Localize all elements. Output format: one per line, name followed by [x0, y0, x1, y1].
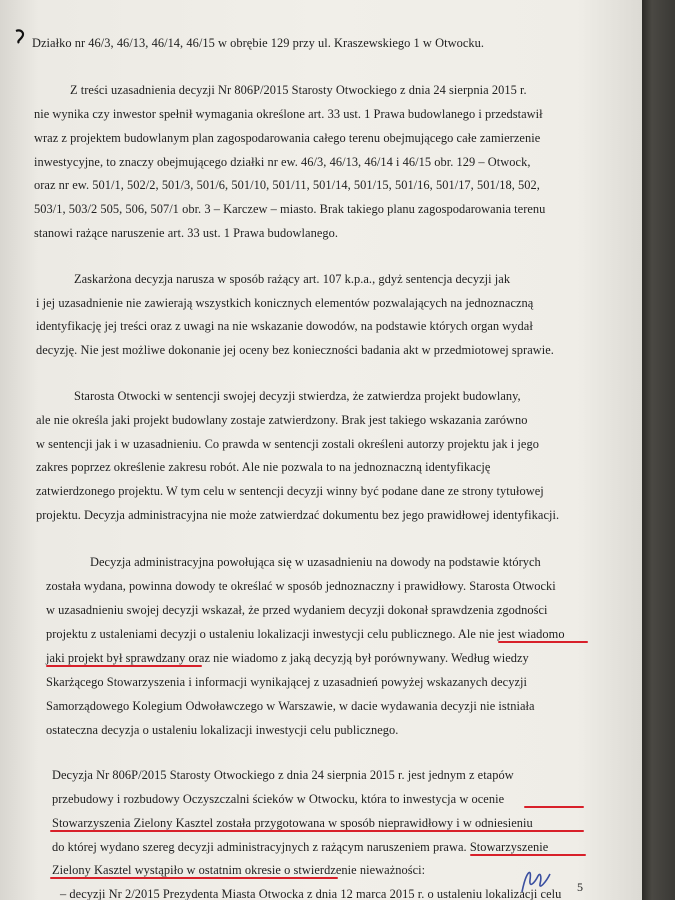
- text-line: zatwierdzonego projektu. W tym celu w sentencji decyzji winny być podane dane ze strony tytułowej: [36, 484, 544, 498]
- text-line: Działko nr 46/3, 46/13, 46/14, 46/15 w obrębie 129 przy ul. Kraszewskiego 1 w Otwocku.: [32, 36, 485, 50]
- text-line: Zielony Kasztel wystąpiło w ostatnim okresie o stwierdzenie nieważności:: [52, 863, 426, 877]
- text-line: w uzasadnieniu swojej decyzji wskazał, że przed wydaniem decyzji dokonał sprawdzenia zgodności: [46, 603, 548, 617]
- page-number: 5: [577, 880, 583, 894]
- text-line: Skarżącego Stowarzyszenia i informacji wynikającej z uzasadnień powyżej wskazanych decyzji: [46, 675, 527, 689]
- text-line: projektu z ustaleniami decyzji o ustaleniu lokalizacji inwestycji celu publicznego. Ale nie jest wiadomo: [46, 627, 565, 641]
- text-line: w sentencji jak i w uzasadnieniu. Co prawda w sentencji zostali określeni autorzy projektu jak i jego: [36, 437, 539, 451]
- red-underline: [50, 830, 584, 832]
- text-line: ostateczna decyzja o ustaleniu lokalizacji inwestycji celu publicznego.: [46, 723, 399, 737]
- signature-icon: [516, 862, 556, 898]
- text-line: Zaskarżona decyzja narusza w sposób rażący art. 107 k.p.a., gdyż sentencja decyzji jak: [74, 272, 511, 286]
- red-underline: [498, 641, 588, 643]
- text-line: 503/1, 503/2 505, 506, 507/1 obr. 3 – Karczew – miasto. Brak takiego planu zagospodarowania terenu: [34, 202, 546, 216]
- text-line: i jej uzasadnienie nie zawierają wszystkich konicznych elementów pozwalających na jednoznaczną: [36, 296, 534, 310]
- text-line: została wydana, powinna dowody te określać w sposób jednoznaczny i prawidłowy. Starosta Otwocki: [46, 579, 556, 593]
- text-line: Decyzja administracyjna powołująca się w uzasadnieniu na dowody na podstawie których: [90, 555, 541, 569]
- text-line: wraz z projektem budowlanym plan zagospodarowania całego terenu obejmującego całe zamierzenie: [34, 131, 541, 145]
- text-line: decyzję. Nie jest możliwe dokonanie jej oceny bez konieczności badania akt w przedmiotowej sprawie.: [36, 343, 554, 357]
- text-line: inwestycyjne, to znaczy obejmującego działki nr ew. 46/3, 46/13, 46/14 i 46/15 obr. 129 – Otwock,: [34, 155, 531, 169]
- text-line: stanowi rażące naruszenie art. 33 ust. 1 Prawa budowlanego.: [34, 226, 339, 240]
- text-line: – decyzji Nr 2/2015 Prezydenta Miasta Otwocka z dnia 12 marca 2015 r. o ustaleniu lokalizacji celu: [60, 887, 562, 900]
- text-line: Samorządowego Kolegium Odwoławczego w Warszawie, w dacie wydawania decyzji nie istniała: [46, 699, 535, 713]
- red-underline: [524, 806, 584, 808]
- text-line: oraz nr ew. 501/1, 502/2, 501/3, 501/6, 501/10, 501/11, 501/14, 501/15, 501/16, 501/17, 501/18, 502,: [34, 178, 540, 192]
- text-line: ale nie określa jaki projekt budowlany zostaje zatwierdzony. Brak jest takiego wskazania zarówno: [36, 413, 528, 427]
- text-line: przebudowy i rozbudowy Oczyszczalni ścieków w Otwocku, która to inwestycja w ocenie: [52, 792, 505, 806]
- text-line: projektu. Decyzja administracyjna nie może zatwierdzać dokumentu bez jego prawidłowej identyfikacji.: [36, 508, 560, 522]
- red-underline: [50, 877, 338, 879]
- ink-mark-icon: [14, 28, 28, 44]
- text-line: jaki projekt był sprawdzany oraz nie wiadomo z jaką decyzją był porównywany. Według wiedzy: [46, 651, 529, 665]
- text-line: zakres poprzez określenie zakresu robót. Ale nie pozwala to na jednoznaczną identyfikację: [36, 460, 491, 474]
- text-line: identyfikację jej treści oraz z uwagi na nie wskazanie dowodów, na podstawie których organ wydał: [36, 319, 533, 333]
- text-line: Decyzja Nr 806P/2015 Starosty Otwockiego z dnia 24 sierpnia 2015 r. jest jednym z etapów: [52, 768, 514, 782]
- text-line: Stowarzyszenia Zielony Kasztel została przygotowana w sposób nieprawidłowy i w odniesieniu: [52, 816, 533, 830]
- text-line: Z treści uzasadnienia decyzji Nr 806P/2015 Starosty Otwockiego z dnia 24 sierpnia 2015 r.: [70, 83, 527, 97]
- red-underline: [470, 854, 586, 856]
- text-line: nie wynika czy inwestor spełnił wymagania określone art. 33 ust. 1 Prawa budowlanego i przedstawił: [34, 107, 543, 121]
- text-line: do której wydano szereg decyzji administracyjnych z rażącym naruszeniem prawa. Stowarzyszenie: [52, 840, 549, 854]
- text-line: Starosta Otwocki w sentencji swojej decyzji stwierdza, że zatwierdza projekt budowlany,: [74, 389, 521, 403]
- background-edge: [642, 0, 675, 900]
- red-underline: [46, 665, 202, 667]
